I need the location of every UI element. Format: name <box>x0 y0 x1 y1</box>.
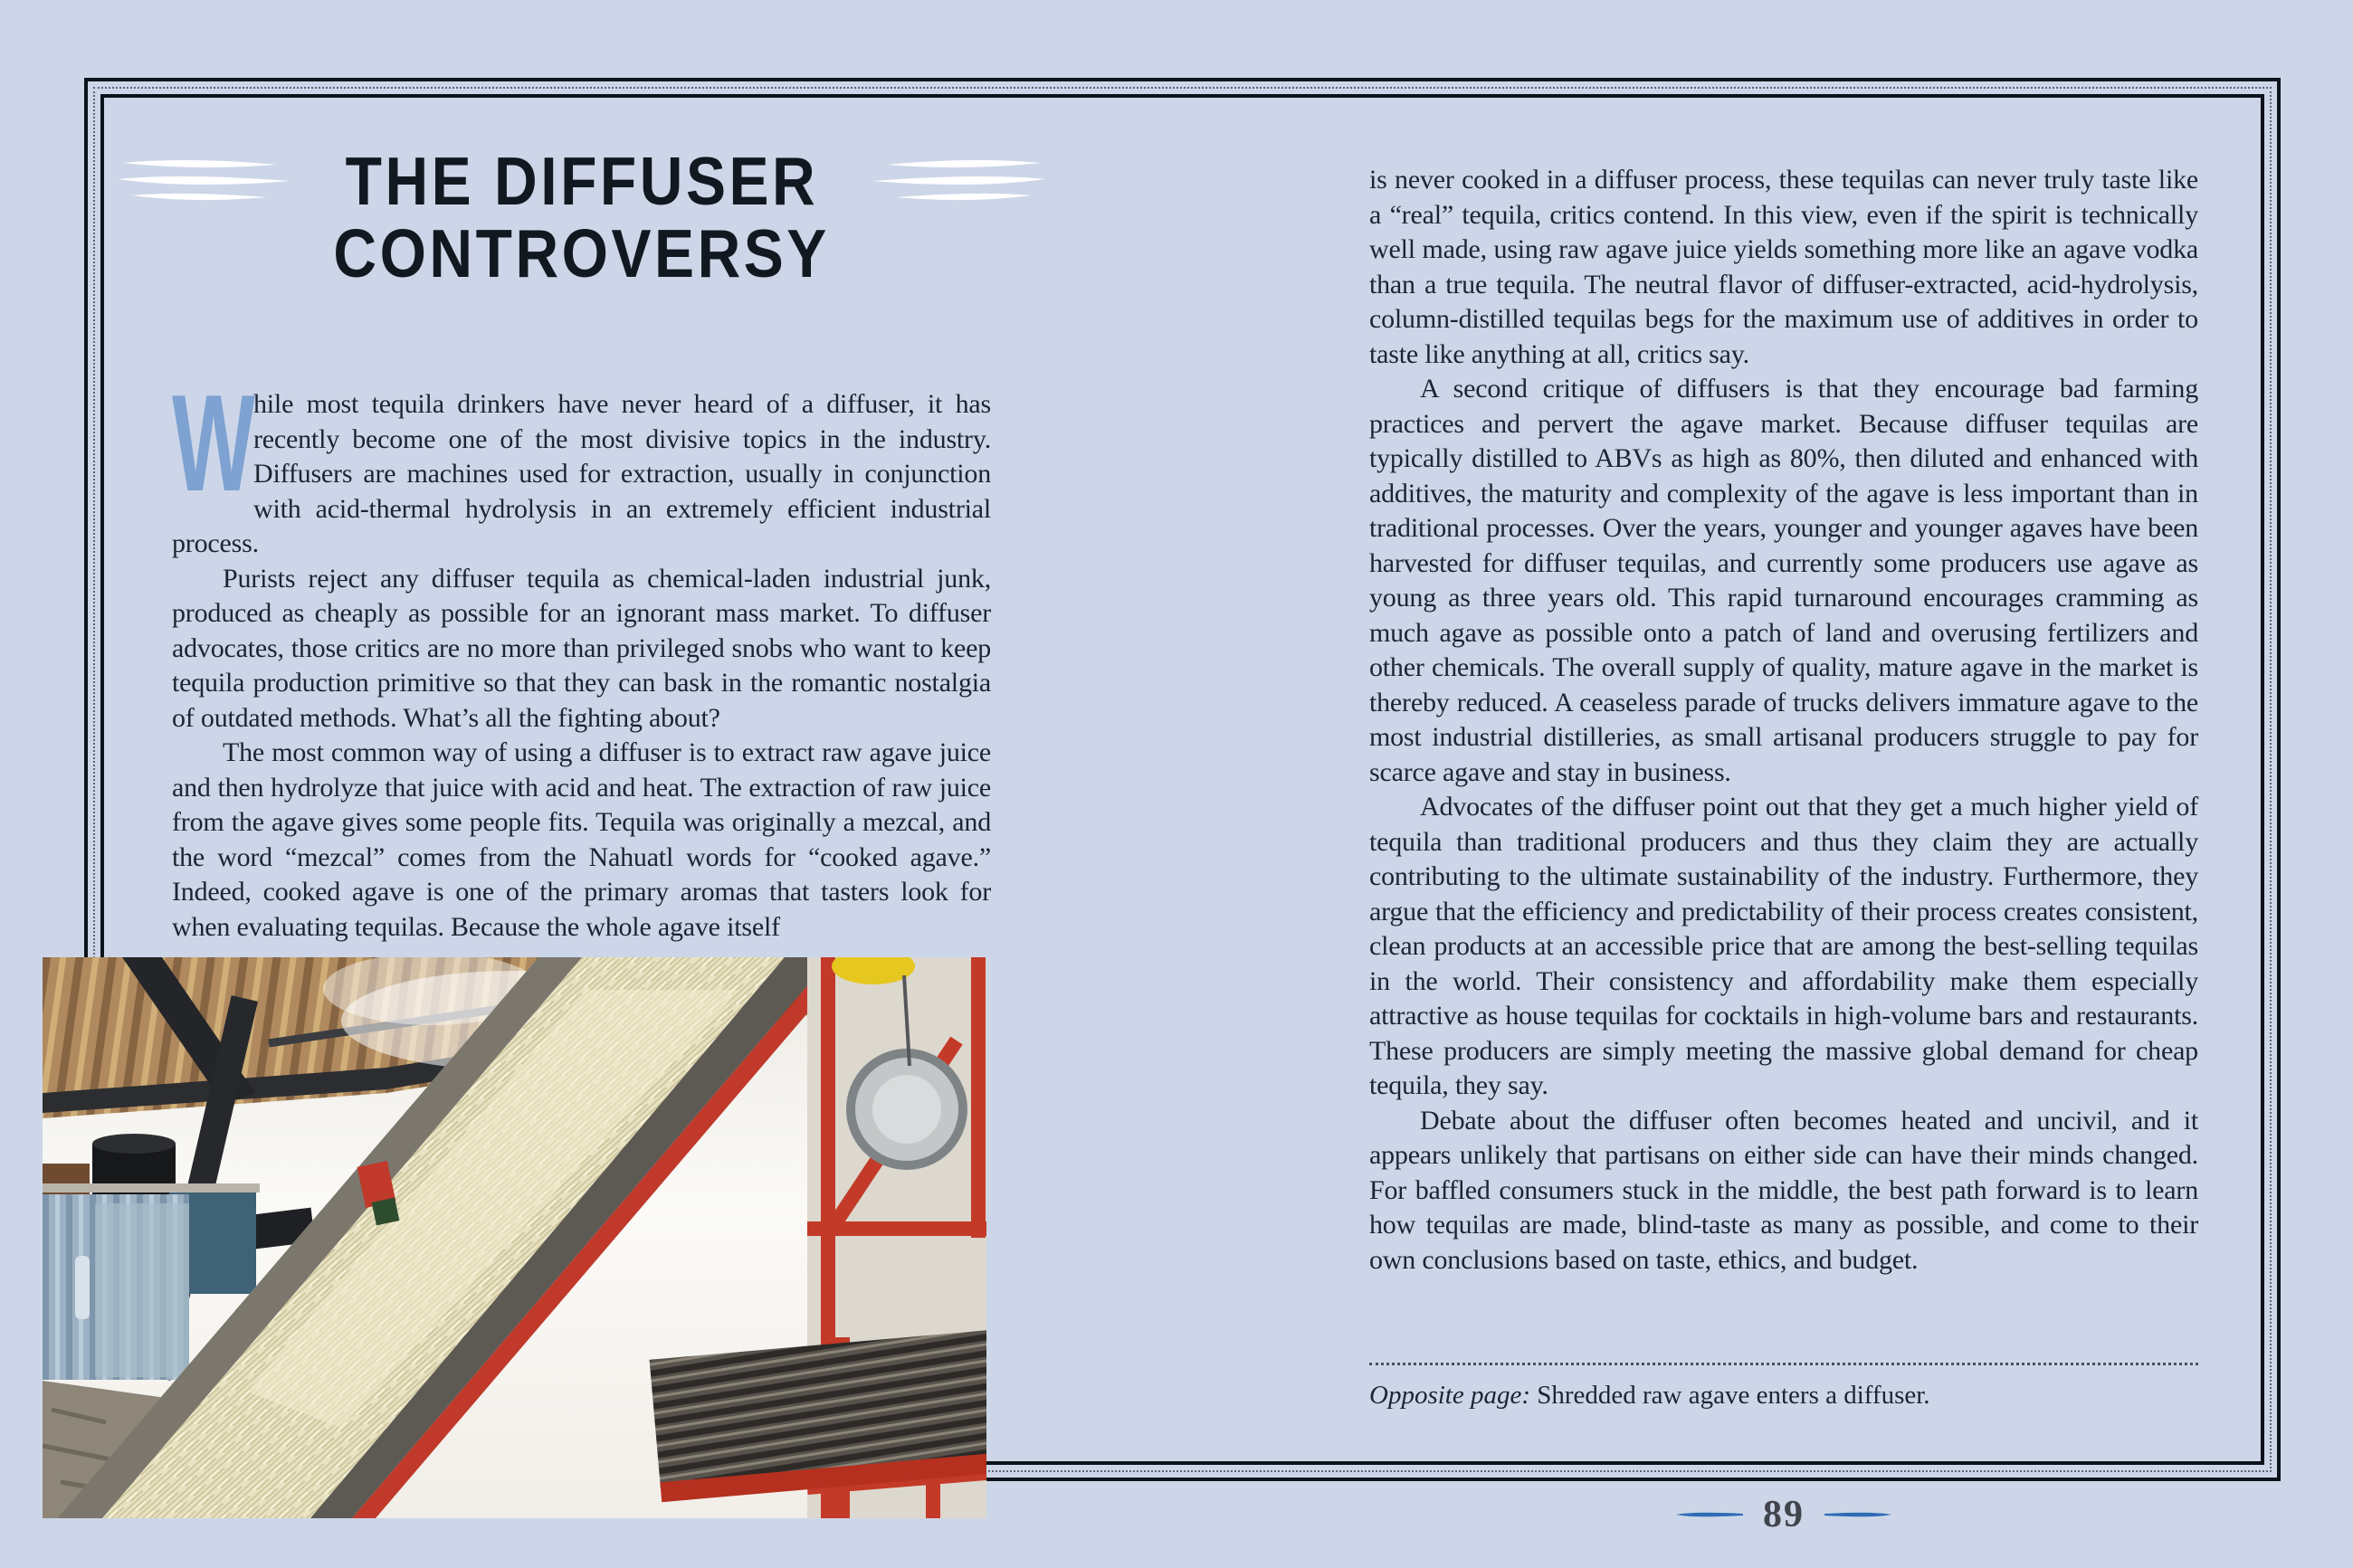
folio-dash-left-icon <box>1676 1510 1743 1519</box>
caption-text: Shredded raw agave enters a diffuser. <box>1530 1381 1930 1410</box>
chapter-title <box>172 145 991 290</box>
agave-conveyor-photo <box>43 957 986 1518</box>
title-flourish-right-icon <box>873 154 1045 208</box>
body-paragraph: is never cooked in a diffuser process, these tequilas can never truly taste like a “real” tequila, critics contend. In this view, even if the spirit is technically well made, using raw agave juice yields something more like an agave vodka than a true tequila. The neutral flavor of diffuser-extracted, acid-hydrolysis, column-distilled tequilas begs for the maximum use of additives in order to taste like anything at all, critics say. <box>1369 165 2198 369</box>
right-text-column <box>1369 163 2198 1278</box>
agave-conveyor-illustration <box>43 957 986 1518</box>
body-paragraph: Debate about the diffuser often becomes heated and uncivil, and it appears unlikely that partisans on either side can have their minds changed. For baffled consumers stuck in the middle, the best path forward is to learn how tequilas are made, blind-taste as many as possible, and come to their own conclusions based on taste, ethics, and budget. <box>1369 1105 2198 1275</box>
caption-rule <box>1369 1363 2198 1365</box>
caption-lead-in: Opposite page: <box>1369 1381 1530 1410</box>
body-paragraph: The most common way of using a diffuser is to extract raw agave juice and then hydrolyze that juice with acid and heat. The extraction of raw juice from the agave gives some people fits. Tequila was originally a mezcal, and the word “mezcal” comes from the Nahuatl words for “cooked agave.” Indeed, cooked agave is one of the primary aromas that tasters look for when evaluating tequilas. Because the whole agave itself <box>172 737 991 942</box>
folio-dash-right-icon <box>1824 1510 1891 1519</box>
title-flourish-left-icon <box>118 154 290 208</box>
title-line-1: THE DIFFUSER <box>345 143 818 219</box>
drop-cap: W <box>172 366 255 520</box>
page-folio <box>1369 1493 2198 1536</box>
body-paragraph <box>172 366 991 562</box>
body-paragraph: Purists reject any diffuser tequila as chemical-laden industrial junk, produced as cheaply as possible for an ignorant mass market. To diffuser advocates, those critics are no more than privileged snobs who want to keep tequila production primitive so that they can bask in the romantic nostalgia of outdated methods. What’s all the fighting about? <box>172 563 991 733</box>
paragraph-text: hile most tequila drinkers have never heard of a diffuser, it has recently become one of the most divisive topics in the industry. Diffusers are machines used for extraction, usually in conjunction with acid-thermal hydrolysis in an extremely efficient industrial process. <box>172 389 991 558</box>
title-line-2: CONTROVERSY <box>333 215 830 291</box>
body-paragraph: A second critique of diffusers is that they encourage bad farming practices and pervert the agave market. Because diffuser tequilas are typically distilled to ABVs as high as 80%, then diluted and enhanced with additives, the maturity and complexity of the agave is less important than in traditional processes. Over the years, younger and younger agaves have been harvested for diffuser tequilas, and currently some producers use agave as young as three years old. This rapid turnaround encourages cramming as much agave as possible onto a patch of land and overusing fertilizers and other chemicals. The overall supply of quality, mature agave in the market is thereby reduced. A ceaseless parade of trucks delivers immature agave to the most industrial distilleries, as small artisanal producers struggle to pay for scarce agave and stay in business. <box>1369 374 2198 787</box>
left-text-column <box>172 366 991 945</box>
page-number: 89 <box>1763 1494 1805 1535</box>
body-paragraph: Advocates of the diffuser point out that they get a much higher yield of tequila than traditional producers and thus they claim they are actually contributing to the ultimate sustainability of the industry. Furthermore, they argue that the efficiency and predictability of their process creates consistent, clean products at an accessible price that are among the best-selling tequilas in the world. Their consistency and affordability make them especially attractive as house tequilas for cocktails in high-volume bars and restaurants. These producers are simply meeting the massive global demand for cheap tequila, they say. <box>1369 792 2198 1100</box>
photo-caption <box>1369 1379 2198 1411</box>
